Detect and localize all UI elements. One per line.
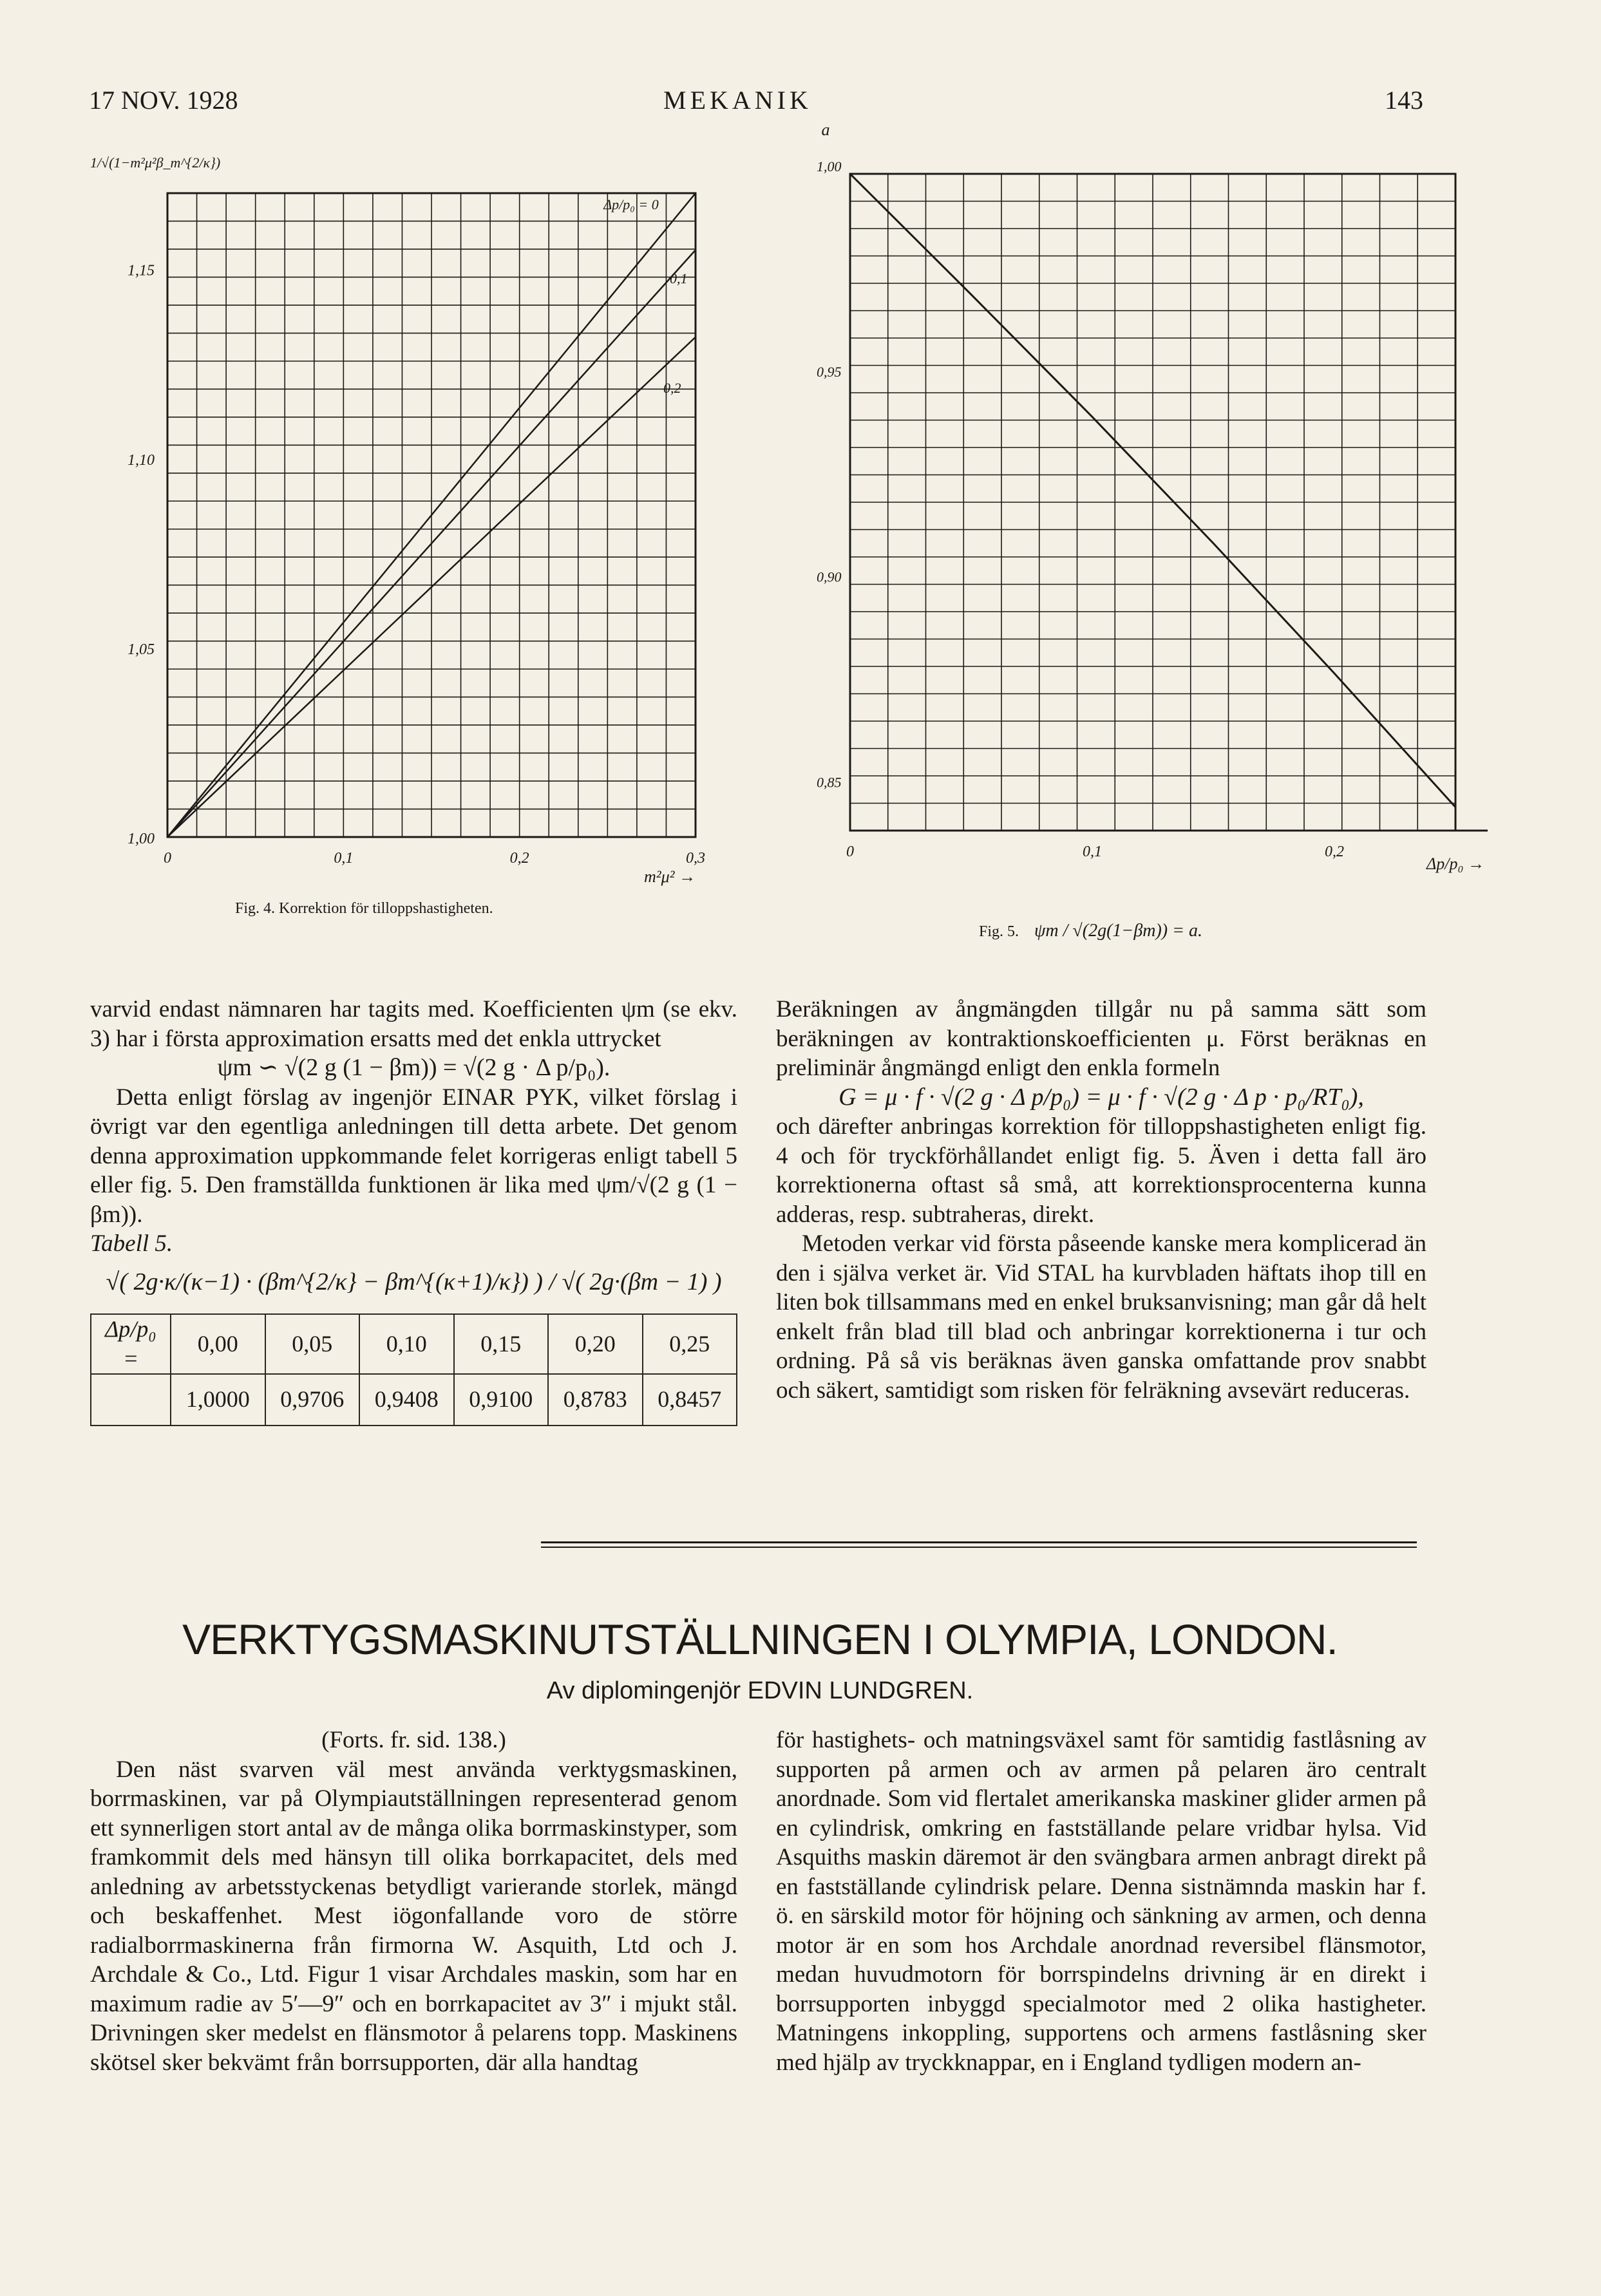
table-cell-empty [91, 1374, 171, 1426]
fig5-y-tick: 0,95 [817, 363, 842, 380]
right-column [776, 995, 1426, 1405]
header-date: 17 NOV. 1928 [89, 86, 238, 115]
fig5-x-tick: 0 [846, 843, 854, 860]
fig4-x-tick: 0,3 [686, 850, 705, 867]
table-formula: √( 2g·κ/(κ−1) · (βm^{2/κ} − βm^{(κ+1)/κ}) ) / √( 2g·(βm − 1) ) [106, 1268, 722, 1295]
table-cell: 0,10 [359, 1314, 454, 1374]
fig5-labels [817, 120, 1484, 873]
table-cell: 1,0000 [171, 1374, 265, 1426]
article-right-column [776, 1726, 1426, 2077]
fig4-y-tick: 1,10 [128, 451, 155, 469]
fig4-y-label: 1/√(1−m²μ²β_m^{2/κ}) [90, 155, 221, 171]
fig4-curve-label-2: 0,2 [663, 380, 681, 396]
fig4-y-tick: 1,00 [128, 831, 155, 847]
table-cell: 0,15 [454, 1314, 549, 1374]
fig5-y-tick: 0,90 [817, 569, 842, 585]
fig5-y-tick: 0,85 [817, 774, 842, 791]
fig4-x-tick: 0,2 [509, 850, 529, 867]
fig5-caption-label: Fig. 5. [979, 923, 1019, 940]
fig4-y-tick: 1,15 [128, 262, 155, 279]
table-title: Tabell 5. [90, 1230, 173, 1257]
header-journal: MEKANIK [663, 86, 812, 115]
separator-rule-top [541, 1541, 1417, 1543]
left-column [90, 995, 737, 1426]
fig4-x-label: m²μ² → [644, 867, 696, 886]
right-eq1: G = μ · f · √(2 g · Δ p/p₀) = μ · f · √(2 g · Δ p · p₀/RT₀), [838, 1083, 1364, 1111]
table-cell: 0,00 [171, 1314, 265, 1374]
fig4-chart [71, 122, 766, 927]
right-p2: och därefter anbringas korrektion för tilloppshastigheten enligt fig. 4 och för tryckförhållandet enligt fig. 5. Även i detta fall äro korrektionerna oftast så små, att korrektionsprocenterna kunna adderas, resp. subtraheras, direkt. [776, 1113, 1426, 1228]
fig5-y-label: a [821, 120, 830, 139]
article-left-column [90, 1726, 737, 2077]
fig4-caption: Fig. 4. Korrektion för tilloppshastigheten. [235, 900, 493, 917]
fig5-grid [850, 174, 1488, 831]
table-cell: 0,25 [643, 1314, 737, 1374]
table-cell: 0,9100 [454, 1374, 549, 1426]
fig5-x-tick: 0,2 [1325, 843, 1344, 860]
separator-rule-bottom [541, 1547, 1417, 1548]
fig4-x-tick: 0,1 [334, 850, 354, 867]
right-p1: Beräkningen av ångmängden tillgår nu på samma sätt som beräkningen av kontraktionskoefficienten μ. Först beräknas en preliminär ångmängd enligt den enkla formeln [776, 996, 1426, 1081]
article-byline: Av diplomingenjör EDVIN LUNDGREN. [546, 1677, 974, 1704]
table-cell: 0,9706 [265, 1374, 360, 1426]
article-continued: (Forts. fr. sid. 138.) [321, 1727, 506, 1753]
table-cell: 0,9408 [359, 1374, 454, 1426]
table-row-label: Δp/p₀ = [91, 1314, 171, 1374]
right-p3: Metoden verkar vid första påseende kanske mera komplicerad än den i själva verket är. Vid STAL ha kurvbladen häftats ihop till en liten bok tillsammans med en enkel bruksanvisning; man går då helt enkelt från blad till blad och anbringar korrektionerna i tur och ordning. På så vis beräknas även ganska omfattande prov snabbt och säkert, samtidigt som risken för felräkning avsevärt reduceras. [776, 1230, 1426, 1404]
table-row [91, 1374, 737, 1426]
fig4-y-tick: 1,05 [128, 641, 155, 658]
article-title: VERKTYGSMASKINUTSTÄLLNINGEN I OLYMPIA, LONDON. [182, 1615, 1338, 1663]
fig5-caption [979, 921, 1202, 941]
fig4-labels [90, 155, 705, 886]
header-page-number: 143 [1385, 86, 1423, 115]
left-p2: Detta enligt förslag av ingenjör EINAR PYK, vilket förslag i övrigt var den egentliga anledningen till detta arbete. Det genom denna approximation uppkommande felet korrigeras enligt tabell 5 eller fig. 5. Den framställda funktionen är lika med ψm/√(2 g (1 − βm)). [90, 1084, 737, 1228]
table-row [91, 1314, 737, 1374]
table-cell: 0,05 [265, 1314, 360, 1374]
left-eq1: ψm ∽ √(2 g (1 − βm)) = √(2 g · Δ p/p₀). [217, 1054, 611, 1081]
table-cell: 0,20 [548, 1314, 643, 1374]
fig5-caption-formula: ψm / √(2g(1−βm)) = a. [1034, 921, 1203, 941]
table-cell: 0,8457 [643, 1374, 737, 1426]
article-left-text: Den näst svarven väl mest använda verktygsmaskinen, borrmaskinen, var på Olympiautställningen representerad genom ett synnerligen stort antal av de många olika borrmaskinstyper, som framkommit dels med hänsyn till olika borrkapacitet, dels med anledning av arbetsstyckenas betydligt varierande storlek, mängd och beskaffenhet. Mest iögonfallande voro de större radialborrmaskinerna från firmorna W. Asquith, Ltd och J. Archdale & Co., Ltd. Figur 1 visar Archdales maskin, som har en maximum radie av 5′—9″ och en borrkapacitet av 3″ i mjukt stål. Drivningen sker medelst en flänsmotor å pelarens topp. Maskinens skötsel sker bekvämt från borrsupporten, där alla handtag [90, 1756, 737, 2076]
fig4-x-tick: 0 [164, 850, 171, 867]
fig5-x-label: Δp/p₀ → [1426, 854, 1485, 873]
table-cell: 0,8783 [548, 1374, 643, 1426]
fig5-y-tick: 1,00 [817, 158, 842, 174]
fig5-x-tick: 0,1 [1083, 843, 1102, 860]
fig4-curve-label-1: 0,1 [670, 270, 688, 287]
fig5-chart [799, 116, 1501, 921]
fig4-curve-label-0: Δp/p₀ = 0 [603, 196, 659, 212]
left-p1: varvid endast nämnaren har tagits med. Koefficienten ψm (se ekv. 3) har i första approximation ersatts med det enkla uttrycket [90, 996, 737, 1052]
table-5 [90, 1313, 737, 1426]
article-right-text: för hastighets- och matningsväxel samt för samtidig fastlåsning av supporten på armen och av armen på pelaren äro centralt anordnade. Som vid flertalet amerikanska maskiner glider armen på en cylindrisk, omkring en fastställande pelare vridbar hylsa. Vid Asquiths maskin däremot är den svängbara armen anbragt direkt på en fastställande cylindrisk pelare. Denna sistnämnda maskin har f. ö. en särskild motor för höjning och sänkning av armen, och denna motor är en som hos Archdale anordnad reversibel flänsmotor, medan huvudmotorn för borrspindelns drivning är en direkt i borrsupporten inbyggd specialmotor med 2 olika hastigheter. Matningens inkoppling, supportens och armens fastlåsning sker med hjälp av tryckknappar, en i England tydligen modern an- [776, 1727, 1426, 2076]
